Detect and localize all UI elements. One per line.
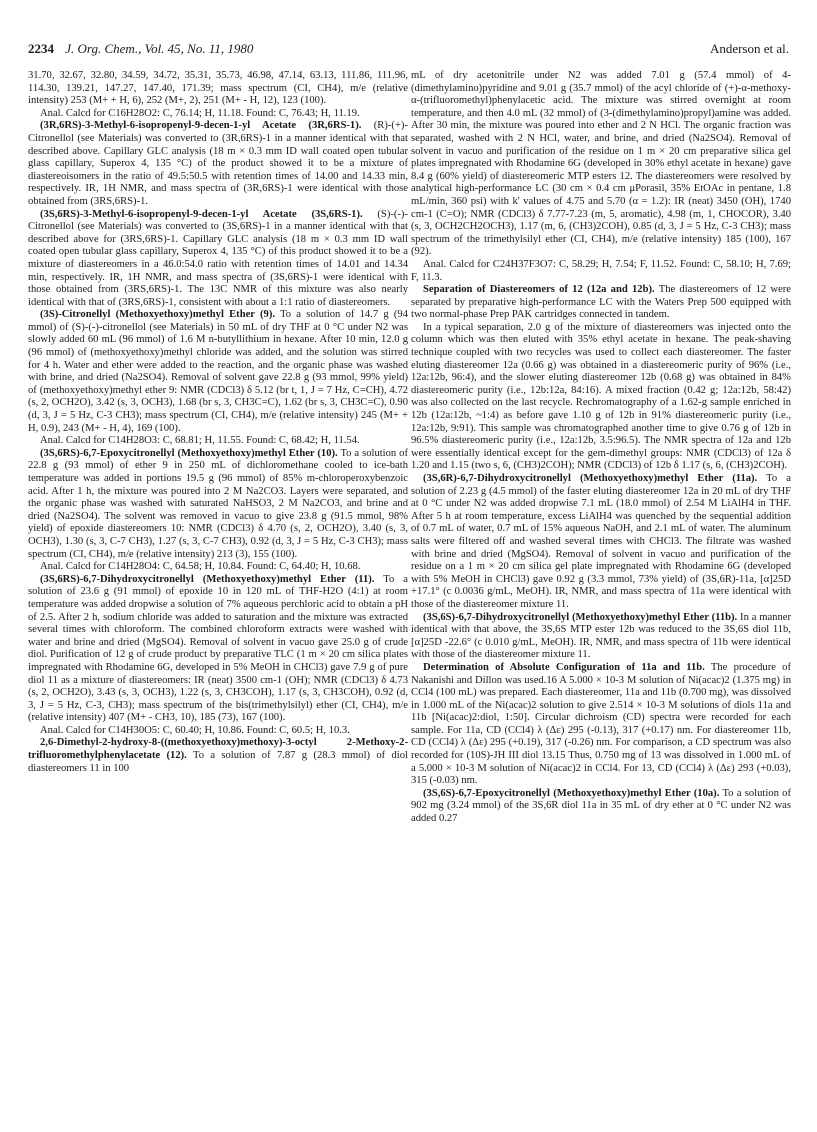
running-authors: Anderson et al. (709, 41, 789, 56)
paragraph (411, 259, 791, 284)
page-header (28, 40, 789, 58)
page-number: 2234 (28, 41, 54, 56)
paragraph (28, 725, 408, 738)
section-heading: (3S,6S)-6,7-Epoxycitronellyl (Methoxyethoxy)methyl Ether (10a). (423, 787, 720, 799)
section-heading: (3S,6R)-6,7-Dihydroxycitronellyl (Methoxyethoxy)methyl Ether (11a). (423, 473, 758, 484)
paragraph (411, 322, 791, 473)
paragraph-text: Anal. Calcd for C14H30O5: C, 60.40; H, 10.86. Found: C, 60.5; H, 10.3. (40, 724, 350, 736)
paragraph (28, 209, 408, 310)
paragraph (28, 309, 408, 435)
paragraph-text: In a manner identical with that above, the 3S,6S MTP ester 12b was reduced to the 3S,6S diol 11b, [α]25D -22.6° (c 0.010 g/mL, MeOH). IR, NMR, and mass spectra of 11b were identical with those of the diastereomer mixture 11. (411, 611, 791, 661)
paragraph (28, 737, 408, 775)
paragraph-text: To a solution of 902 mg (3.24 mmol) of the 3S,6R diol 11a in 35 mL of dry ether at 0 °C under N2 was added 0.27 (411, 787, 791, 825)
paragraph-text: The diastereomers of 12 were separated by preparative high-performance LC with the Waters Prep 500 equipped with two normal-phase Prep PAK cartridges connected in tandem. (411, 284, 791, 321)
section-heading: (3S,6S)-6,7-Dihydroxycitronellyl (Methoxyethoxy)methyl Ether (11b). (423, 611, 738, 623)
paragraph (28, 108, 408, 121)
paragraph-text: In a typical separation, 2.0 g of the mixture of diastereomers was injected onto the column which was then eluted with 35% ethyl acetate in hexane. The peak-shaving technique coupled with two recycles was used to collect each diastereomer. The faster eluting diastereomer 12a (0.66 g) was obtained in a diastereomeric purity of 96% (i.e., 12a:12b, 96:4), and the slower eluting diastereomer 12b (0.68 g) was obtained in 84% diastereomeric purity (i.e., 12b:12a, 84:16). A mixed fraction (0.42 g; 12a:12b, 58:42) was also collected on the last recycle. Rechromatography of a 1.62-g sample enriched in 12b (12a:12b, ~1:4) as before gave 1.10 g of 12b in 91% diastereomeric purity (i.e., 12a:12b, 9:91). This sample was chromatographed another time to give 0.76 g of 12b in 96.5% diastereomeric purity (i.e., 12a:12b, 3.5:96.5). The NMR spectra of 12a and 12b were essentially identical except for the gem-dimethyl groups: NMR (CDCl3) of 12a δ 1.20 and 1.15 (two s, 6, (CH3)2COH); NMR (CDCl3) of 12b δ 1.17 (s, 6, (CH3)2COH). (411, 321, 791, 472)
paragraph-text: To a solution of 23.6 g (91 mmol) of epoxide 10 in 120 mL of THF-H2O (4:1) at room temperature was added dropwise a solution of 7% aqueous perchloric acid to obtain a pH of 2.5. After 2 h, sodium chloride was added to saturation and the mixture was extracted several times with chloroform. The combined chloroform extracts were washed with water and brine and dried (MgSO4). Removal of solvent in vacuo gave 25.0 g of crude diol. Purification of 12 g of crude product by preparative TLC (1 m × 20 cm silica plates impregnated with Rhodamine 6G, developed in 5% MeOH in CHCl3) gave 7.9 g of pure diol 11 as a mixture of diastereomers: IR (neat) 3500 cm-1 (OH); NMR (CDCl3) δ 4.73 (s, 2, OCH2O), 3.43 (s, 3, OCH3), 1.22 (s, 3, CH3COH), 1.17 (s, 3, CH3COH), 0.92 (d, 3, J = 5 Hz, C-3, CH3); mass spectrum of the bis(trimethylsilyl) ether (CI, CH4), m/e (relative intensity) 407 (M+ - CH3, 10), 185 (73), 167 (100). (28, 573, 408, 724)
paragraph (28, 70, 408, 108)
journal-citation: J. Org. Chem., Vol. 45, No. 11, 1980 (65, 41, 254, 56)
section-heading: (3S,6RS)-3-Methyl-6-isopropenyl-9-decen-1-yl Acetate (3S,6RS-1). (40, 208, 363, 220)
paragraph-text: (S)-(-)-Citronellol (see Materials) was converted to (3S,6RS)-1 in a manner identical with that described above for (3RS,6RS)-1. Capillary GLC analysis (18 m × 0.3 mm ID wall coated open tubular glass capillary, Superox 4, 135 °C) of this product showed it to be a mixture of diastereomers in a 46.0:54.0 ratio with retention times of 14.01 and 14.34 min, respectively. IR, 1H NMR, and mass spectra of (3S,6RS)-1 were identical with those obtained from (3RS,6RS)-1. The 13C NMR of this mixture was also nearly identical with that of (3RS,6RS)-1, consistent with about a 1:1 ratio of diastereomers. (28, 208, 408, 308)
paragraph-text: 31.70, 32.67, 32.80, 34.59, 34.72, 35.31, 35.73, 46.98, 47.14, 63.13, 111.86, 111.96, 114.30, 139.21, 147.27, 147.40, 171.39; mass spectrum (CI, CH4), m/e (relative intensity) 253 (M+ + H, 6), 252 (M+, 2), 251 (M+ - H, 12), 123 (100). (28, 70, 408, 107)
paragraph (411, 70, 791, 259)
paragraph-text: To a solution of 14.7 g (94 mmol) of (S)-(-)-citronellol (see Materials) in 50 mL of dry THF at 0 °C under N2 was slowly added 60 mL (96 mmol) of 1.6 M n-butyllithium in hexane. After 10 min, 12.0 g (96 mmol) of (methoxyethoxy)methyl chloride was added, and the solution was stirred for 4 h. Water and ether were added to the reaction, and the organic phase was washed with brine, and dried (Na2SO4). Removal of solvent gave 22.8 g (93 mmol, 99% yield) of (methoxyethoxy)methyl ether 9: NMR (CDCl3) δ 5.12 (br t, 1, J = 7 Hz, C=CH), 4.72 (s, 2, OCH2O), 3.42 (s, 3, OCH3), 1.68 (br s, 3, CH3C=C), 1.62 (br s, 3, CH3C=C), 0.90 (d, 3, J = 5 Hz, C-3 CH3); mass spectrum (CI, CH4), m/e (relative intensity) 245 (M+ + H, 0.9), 243 (M+ - H, 4), 169 (100). (28, 309, 408, 434)
paragraph (28, 574, 408, 725)
paragraph (28, 561, 408, 574)
paragraph-text: To a solution of 2.23 g (4.5 mmol) of the faster eluting diastereomer 12a in 20 mL of dry THF at 0 °C under N2 was added dropwise 7.1 mL (18.0 mmol) of 2.54 M LiAlH4 in THF. After 5 h at room temperature, excess LiAlH4 was quenched by the sequential addition of 0.7 mL of water, 0.7 mL of 15% aqueous NaOH, and 2.1 mL of water. The aluminum salts were filtered off and washed several times with CHCl3. The filtrate was washed with brine and dried (MgSO4). Removal of solvent in vacuo and purification of the residue on a 1 m × 20 cm silica gel plate impregnated with Rhodamine 6G (developed with 5% MeOH in CHCl3) gave 0.92 g (3.3 mmol, 73% yield) of (3S,6R)-11a, [α]25D +17.1° (c 0.0036 g/mL, MeOH). IR, NMR, and mass spectra of 11a were identical with those of the diastereomer mixture 11. (411, 473, 791, 610)
section-heading: Determination of Absolute Configuration of 11a and 11b. (423, 661, 705, 673)
paragraph-text: The procedure of Nakanishi and Dillon was used.16 A 5.000 × 10-3 M solution of Ni(acac)2 (1.375 mg) in CCl4 (100 mL) was prepared. Each diastereomer, 11a and 11b (0.700 mg), was dissolved in 1.000 mL of the Ni(acac)2 solution to give 2.514 × 10-3 M solutions of diols 11a and 11b [Ni(acac)2:diol, 1:50]. Circular dichroism (CD) spectra were recorded for each sample. For 11a, CD (CCl4) λ (Δε) 295 (-0.13), 317 (+0.17) nm. For diastereomer 11b, CD (CCl4) λ (Δε) 295 (+0.19), 317 (-0.26) nm. For comparison, a CD spectrum was also recorded for (10S)-JH III diol 13.15 Thus, 0.750 mg of 13 was dissolved in 1.000 mL of a 5.000 × 10-3 M solution of Ni(acac)2 in CCl4. For 13, CD (CCl4) λ (Δε) 293 (+0.03), 315 (-0.03) nm. (411, 661, 791, 787)
paragraph (411, 473, 791, 612)
paragraph-text: To a solution of 7.87 g (28.3 mmol) of diol diastereomers 11 in 100 (28, 750, 408, 774)
paragraph-text: Anal. Calcd for C14H28O3: C, 68.81; H, 11.55. Found: C, 68.42; H, 11.54. (40, 435, 360, 447)
paragraph (411, 284, 791, 322)
paragraph-text: Anal. Calcd for C16H28O2: C, 76.14; H, 11.18. Found: C, 76.43; H, 11.19. (40, 107, 360, 119)
section-heading: (3S,6RS)-6,7-Epoxycitronellyl (Methoxyethoxy)methyl Ether (10). (40, 447, 338, 459)
left-column (28, 70, 408, 1115)
paragraph-text: To a solution of 22.8 g (93 mmol) of ether 9 in 250 mL of dichloromethane cooled to ice-bath temperature was added in portions 19.5 g (96 mmol) of 85% m-chloroperoxybenzoic acid. After 1 h, the mixture was poured into 2 M Na2CO3. Layers were separated, and the organic phase was washed with saturated NaHSO3, 2 M Na2CO3, and brine and dried (Na2SO4). The solvent was removed in vacuo to give 23.8 g (91.5 mmol, 98% yield) of epoxide diastereomers 10: NMR (CDCl3) δ 4.70 (s, 2, OCH2O), 3.40 (s, 3, OCH3), 1.30 (s, 3, C-7 CH3), 1.27 (s, 3, C-7 CH3), 0.92 (d, 3, J = 5 Hz, C-3 CH3); mass spectrum (CI, CH4), m/e (relative intensity) 213 (3), 155 (100). (28, 447, 408, 560)
paragraph (28, 120, 408, 208)
paragraph (411, 788, 791, 826)
paragraph (411, 612, 791, 662)
paragraph-text: mL of dry acetonitrile under N2 was added 7.01 g (57.4 mmol) of 4-(dimethylamino)pyridine and 9.01 g (35.7 mmol) of the acyl chloride of (+)-α-methoxy-α-(trifluoromethyl)phenylacetic acid. The mixture was stirred overnight at room temperature, and then 4.0 mL (32 mmol) of (3-(dimethylamino)propyl)amine was added. After 30 min, the mixture was poured into ether and 2 N HCl. The organic fraction was separated, washed with 2 N HCl, water, and brine, and dried (Na2SO4). Removal of solvent in vacuo and purification of the residue on 1 m × 20 cm preparative silica gel plates impregnated with Rhodamine 6G (developed in 30% ethyl acetate in hexane) gave 8.4 g (60% yield) of diastereomeric MTP esters 12. The diastereomers were resolved by analytical high-performance LC (30 cm × 0.4 cm μPorasil, 35% EtOAc in pentane, 1.8 mL/min, 360 psi) with k' values of 4.75 and 5.70 (α = 1.2): IR (neat) 3450 (OH), 1740 cm-1 (C=O); NMR (CDCl3) δ 7.77-7.23 (m, 5, aromatic), 4.98 (m, 1, CHOCOR), 3.40 (s, 3, OCH2CH2OCH3), 1.17 (m, 6, (CH3)2COH), 0.85 (d, 3, J = 5 Hz, C-3 CH3); mass spectrum of the trimethylsilyl ether (CI, CH4), m/e (relative intensity) 185 (100), 167 (92). (411, 70, 791, 258)
paragraph-text: (R)-(+)-Citronellol (see Materials) was converted to (3R,6RS)-1 in a manner identical with that described above. Capillary GLC analysis (18 m × 0.3 mm ID wall coated open tubular glass capillary, Superox 4, 135 °C) of the product showed it to be a mixture of diastereoisomers in the ratio of 49.5:50.5 with retention times of 14.00 and 14.33 min, respectively. IR, 1H NMR, and mass spectra of (3R,6RS)-1 were identical with those obtained from (3RS,6RS)-1. (28, 120, 408, 207)
section-heading: (3R,6RS)-3-Methyl-6-isopropenyl-9-decen-1-yl Acetate (3R,6RS-1). (40, 120, 362, 132)
paragraph (28, 435, 408, 448)
paragraph-text: Anal. Calcd for C24H37F3O7: C, 58.29; H, 7.54; F, 11.52. Found: C, 58.10; H, 7.69; F, 11.3. (411, 258, 791, 283)
paragraph (28, 448, 408, 561)
paragraph (411, 662, 791, 788)
paragraph-text: Anal. Calcd for C14H28O4: C, 64.58; H, 10.84. Found: C, 64.40; H, 10.68. (40, 561, 361, 573)
section-heading: Separation of Diastereomers of 12 (12a and 12b). (423, 284, 655, 296)
section-heading: 2,6-Dimethyl-2-hydroxy-8-((methoxyethoxy)methoxy)-3-octyl 2-Methoxy-2-trifluoromethylphenylacetate (12). (28, 737, 408, 762)
section-heading: (3S)-Citronellyl (Methoxyethoxy)methyl Ether (9). (40, 309, 276, 321)
section-heading: (3S,6RS)-6,7-Dihydroxycitronellyl (Methoxyethoxy)methyl Ether (11). (40, 573, 375, 585)
right-column (411, 70, 791, 1115)
